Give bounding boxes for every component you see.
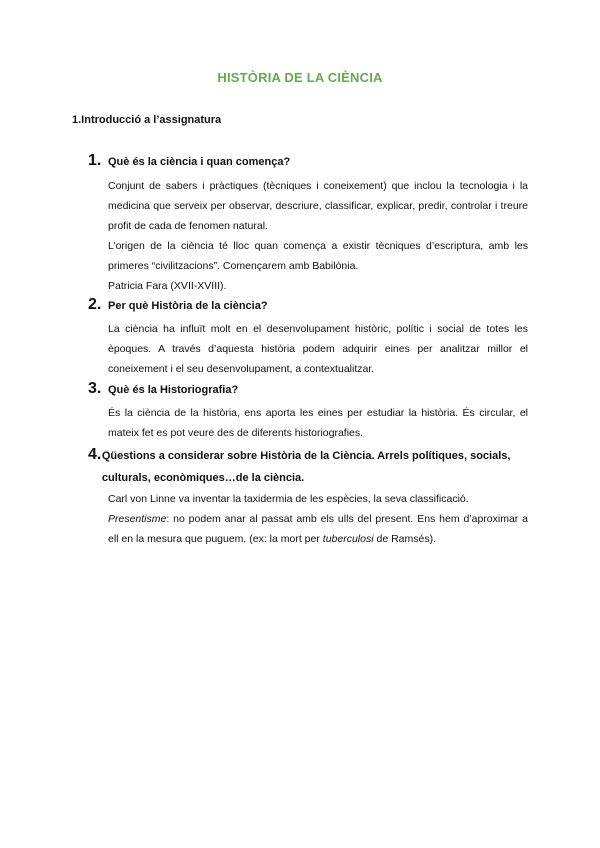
item-number: 3. — [88, 380, 102, 397]
list-item-4 — [88, 445, 528, 549]
paragraph: Carl von Linne va inventar la taxidermia de les espècies, la seva classificació. — [108, 493, 469, 505]
item-number: 4. — [88, 446, 102, 463]
item-title: Què és la ciència i quan comença? — [108, 156, 291, 168]
paragraph: És la ciència de la història, ens aporta les eines per estudiar la història. És circular, el mateix fet es pot veure des de diferents historiografies. — [108, 407, 528, 439]
paragraph: Patricia Fara (XVII-XVIII). — [108, 280, 227, 292]
paragraph: La ciència ha influït molt en el desenvolupament històric, polític i social de totes les èpoques. A través d’aquesta història podem adquirir eines per analitzar millor el coneixement i el seu desenvolupament, a contextualitzar. — [108, 323, 528, 375]
italic-term: Presentisme — [108, 513, 167, 525]
item-number: 1. — [88, 152, 102, 169]
italic-term: tuberculosi — [322, 533, 374, 545]
item-number: 2. — [88, 296, 102, 313]
list-item-2 — [88, 296, 528, 379]
paragraph: Conjunt de sabers i pràctiques (tècniques i coneixement) que inclou la tecnologia i la medicina que serveix per observar, descriure, classificar, explicar, predir, controlar i treure profit de cada de fenomen natural. — [108, 180, 528, 232]
item-title: Per què Història de la ciència? — [108, 300, 268, 312]
paragraph-text: : no podem anar al passat amb els ulls del present. Ens hem d’aproximar a ell en la mesura que puguem. (ex: la mort per — [108, 513, 528, 545]
paragraph-text: de Ramsés). — [373, 533, 436, 545]
item-title: Què és la Historiografia? — [108, 384, 239, 396]
list-item-1 — [88, 152, 528, 296]
item-title: Qüestions a considerar sobre Història de la Ciència. Arrels polítiques, socials, culturals, econòmiques…de la ciència. — [101, 450, 511, 484]
section-heading: 1.Introducció a l’assignatura — [72, 114, 222, 126]
page-title: HISTÒRIA DE LA CIÈNCIA — [217, 70, 383, 85]
paragraph: L’origen de la ciència té lloc quan comença a existir tècniques d’escriptura, amb les primeres “civilitzacions”. Començarem amb Babilònia. — [108, 240, 528, 272]
list-item-3 — [88, 380, 528, 443]
paragraph — [108, 509, 528, 549]
